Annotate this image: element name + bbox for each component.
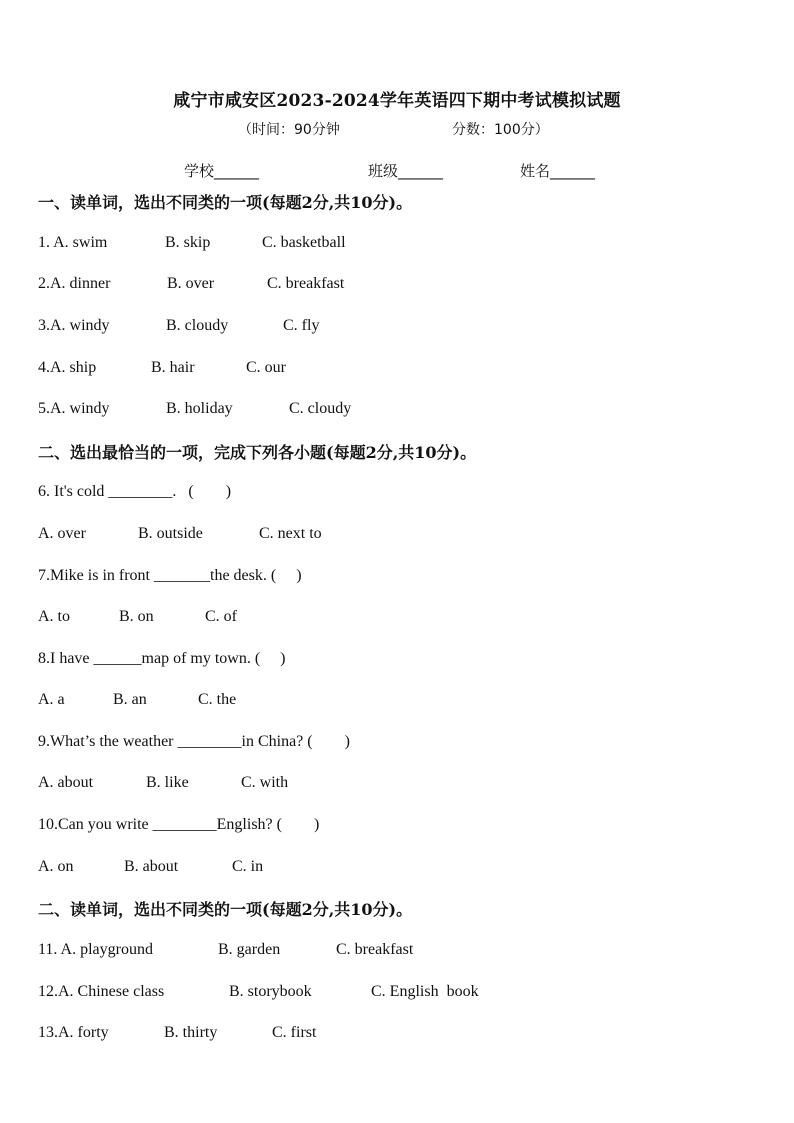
question-4-option-a: 4.A. ship (38, 359, 97, 376)
question-8-option-b: B. an (113, 691, 147, 708)
question-9-option-a: A. about (38, 774, 94, 791)
question-11-option-b: B. garden (218, 941, 281, 958)
question-8-option-a: A. a (38, 691, 65, 708)
exam-title: 咸宁市咸安区2023-2024学年英语四下期中考试模拟试题 (173, 91, 621, 111)
question-11-option-a: 11. A. playground (38, 941, 153, 958)
question-13-option-b: B. thirty (164, 1024, 218, 1041)
question-6-option-c: C. next to (259, 525, 322, 542)
score-label: 分数：100分） (452, 122, 549, 138)
time-label: （时间：90分钟 (238, 122, 340, 138)
question-7-stem: 7.Mike is in front _______the desk. ( ) (38, 567, 302, 584)
question-4-option-b: B. hair (151, 359, 195, 376)
name-field: 姓名______ (520, 162, 596, 180)
question-10-stem: 10.Can you write ________English? ( ) (38, 816, 320, 833)
section-heading-1: 一、读单词，选出不同类的一项(每题2分,共10分)。 (38, 193, 413, 212)
question-1-option-a: 1. A. swim (38, 234, 108, 251)
question-3-option-c: C. fly (283, 317, 320, 334)
question-3-option-b: B. cloudy (166, 317, 229, 334)
school-field: 学校______ (184, 162, 260, 180)
question-9-stem: 9.What’s the weather ________in China? ( ) (38, 733, 350, 750)
section-heading-3: 二、读单词，选出不同类的一项(每题2分,共10分)。 (38, 900, 413, 919)
question-5-option-b: B. holiday (166, 400, 233, 417)
question-4-option-c: C. our (246, 359, 286, 376)
question-13 (38, 1024, 317, 1114)
question-2-option-c: C. breakfast (267, 275, 345, 292)
question-9-option-c: C. with (241, 774, 289, 791)
question-6-option-b: B. outside (138, 525, 203, 542)
question-10-option-b: B. about (124, 858, 179, 875)
question-3-option-a: 3.A. windy (38, 317, 110, 334)
question-7-option-b: B. on (119, 608, 154, 625)
question-9-option-b: B. like (146, 774, 189, 791)
question-6-option-a: A. over (38, 525, 86, 542)
question-6-stem: 6. It's cold ________. ( ) (38, 483, 232, 500)
question-13-option-a: 13.A. forty (38, 1024, 109, 1041)
section-heading-2: 二、选出最恰当的一项，完成下列各小题(每题2分,共10分)。 (38, 443, 477, 462)
question-12-option-a: 12.A. Chinese class (38, 983, 165, 1000)
class-field: 班级______ (368, 162, 444, 180)
question-1-option-c: C. basketball (262, 234, 346, 251)
question-12-option-b: B. storybook (229, 983, 312, 1000)
question-2-option-b: B. over (167, 275, 215, 292)
question-8-stem: 8.I have ______map of my town. ( ) (38, 650, 286, 667)
question-5-option-a: 5.A. windy (38, 400, 110, 417)
question-11-option-c: C. breakfast (336, 941, 414, 958)
question-2-option-a: 2.A. dinner (38, 275, 111, 292)
question-13-option-c: C. first (272, 1024, 317, 1041)
question-1-option-b: B. skip (165, 234, 211, 251)
question-10-option-a: A. on (38, 858, 74, 875)
question-7-option-a: A. to (38, 608, 70, 625)
question-10-option-c: C. in (232, 858, 264, 875)
question-7-option-c: C. of (205, 608, 237, 625)
question-8-option-c: C. the (198, 691, 237, 708)
question-12-option-c: C. English book (371, 983, 479, 1000)
question-5-option-c: C. cloudy (289, 400, 352, 417)
